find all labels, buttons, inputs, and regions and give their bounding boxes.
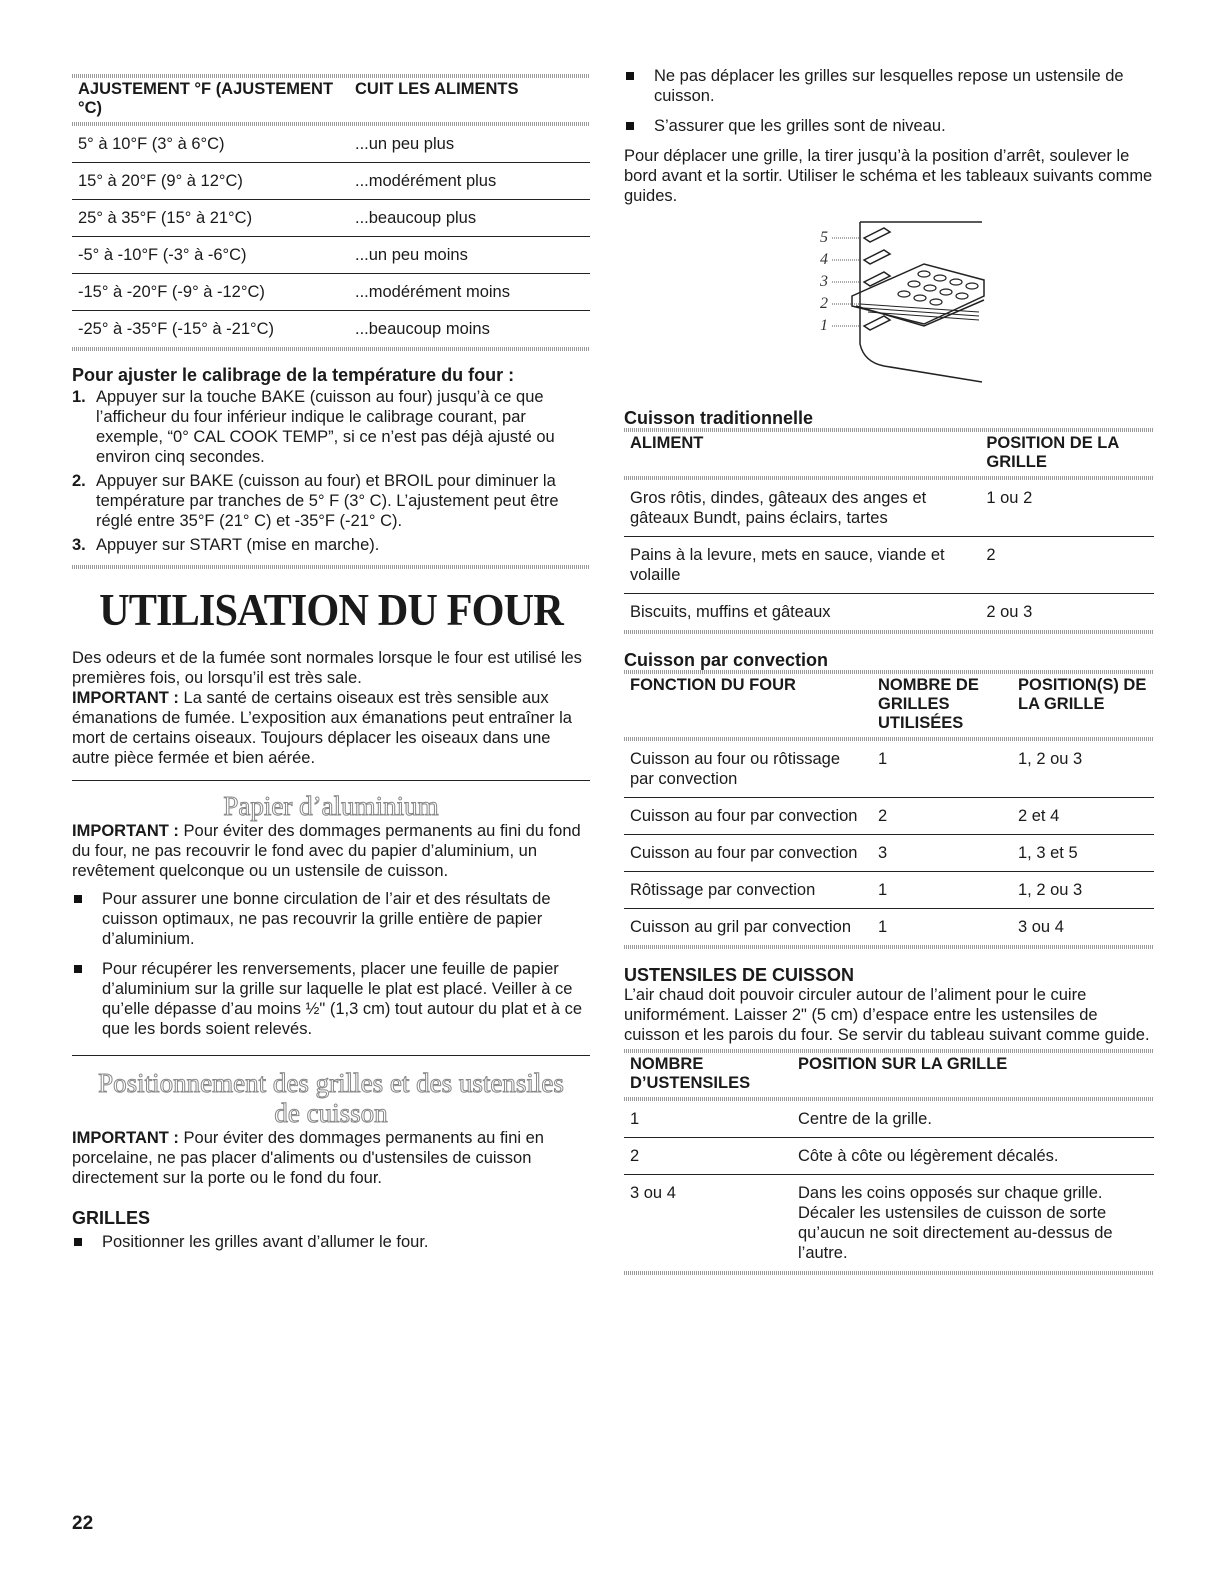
calibration-steps <box>72 387 590 555</box>
table-row: 5° à 10°F (3° à 6°C) ...un peu plus <box>72 126 590 163</box>
table-row: Pains à la levure, mets en sauce, viande et volaille 2 <box>624 537 1154 594</box>
list-item: 1. Appuyer sur la touche BAKE (cuisson au four) jusqu’à ce que l’afficheur du four inférieur indique le calibrage courant, par exemple, “0° CAL COOK TEMP”, si ce n’est pas déjà ajusté ou environ cinq secondes. <box>72 388 555 466</box>
column-header: CUIT LES ALIMENTS <box>355 80 519 98</box>
rack-label-4: 4 <box>820 251 828 268</box>
list-item: S’assurer que les grilles sont de niveau. <box>624 116 1154 136</box>
table-row: Gros rôtis, dindes, gâteaux des anges et gâteaux Bundt, pains éclairs, tartes 1 ou 2 <box>624 480 1154 537</box>
table-row: 3 ou 4 Dans les coins opposés sur chaque grille. Décaler les ustensiles de cuisson de sorte qu’aucun ne soit directement au-dessus de l’autre. <box>630 1184 1113 1262</box>
foil-title: Papier d’aluminium <box>223 791 439 821</box>
list-item: Pour récupérer les renversements, placer une feuille de papier d’aluminium sur la grille sur laquelle le plat est placé. Veiller à ce qu’elle dépasse d’au moins ½" (1,3 cm) tout autour du plat et à ce que les bords soient relevés. <box>72 959 590 1039</box>
column-header: FONCTION DU FOUR <box>630 676 796 694</box>
column-header: ALIMENT <box>630 434 704 452</box>
grilles-bullets <box>72 1232 590 1252</box>
list-item: Positionner les grilles avant d’allumer le four. <box>72 1232 590 1252</box>
table-row: -25° à -35°F (-15° à -21°C) ...beaucoup moins <box>78 320 490 338</box>
foil-bullets <box>72 889 590 1039</box>
table-row: -5° à -10°F (-3° à -6°C) ...un peu moins <box>72 237 590 274</box>
left-column <box>72 0 590 1262</box>
column-header: AJUSTEMENT °F (AJUSTEMENT °C) <box>78 80 334 117</box>
column-header: POSITION(S) DE LA GRILLE <box>1018 676 1147 713</box>
rack-label-5: 5 <box>820 229 828 246</box>
table-row: Cuisson au four par convection 3 1, 3 et 5 <box>624 835 1154 872</box>
grilles-bullets-cont <box>624 66 1154 136</box>
convection-heading: Cuisson par convection <box>624 650 829 670</box>
move-rack-text: Pour déplacer une grille, la tirer jusqu’à la position d’arrêt, soulever le bord avant et la sortir. Utiliser le schéma et les tableaux suivants comme guides. <box>624 147 1153 205</box>
table-row: Rôtissage par convection 1 1, 2 ou 3 <box>624 872 1154 909</box>
right-column <box>624 0 1154 1275</box>
table-row: 2 Côte à côte ou légèrement décalés. <box>624 1138 1154 1175</box>
table-row: Biscuits, muffins et gâteaux 2 ou 3 <box>630 603 1033 621</box>
intro-paragraph: Des odeurs et de la fumée sont normales lorsque le four est utilisé les premières fois, ou lorsqu’il est très sale. <box>72 649 582 687</box>
utensils-table <box>624 1053 1154 1271</box>
calibration-heading: Pour ajuster le calibrage de la température du four : <box>72 365 515 385</box>
convection-table <box>624 674 1154 945</box>
table-row: -15° à -20°F (-9° à -12°C) ...modérément moins <box>72 274 590 311</box>
grilles-heading: GRILLES <box>72 1208 151 1228</box>
page-number: 22 <box>72 1513 94 1534</box>
table-row: 25° à 35°F (15° à 21°C) ...beaucoup plus <box>72 200 590 237</box>
important-note: IMPORTANT : Pour éviter des dommages permanents au fini du fond du four, ne pas recouvrir le fond avec du papier d’aluminium, un revêtement quelconque ou un ustensile de cuisson. <box>72 822 581 880</box>
list-item: Ne pas déplacer les grilles sur lesquelles repose un ustensile de cuisson. <box>624 66 1154 106</box>
important-note: IMPORTANT : Pour éviter des dommages permanents au fini en porcelaine, ne pas placer d'aliments ou d'ustensiles de cuisson directement sur la porte ou le fond du four. <box>72 1129 544 1187</box>
rack-diagram <box>624 214 1154 394</box>
column-header: POSITION SUR LA GRILLE <box>798 1055 1008 1073</box>
table-row: 15° à 20°F (9° à 12°C) ...modérément plus <box>72 163 590 200</box>
important-note: IMPORTANT : La santé de certains oiseaux est très sensible aux émanations de fumée. L’exposition aux émanations peut entraîner la mort de certains oiseaux. Toujours déplacer les oiseaux dans une autre pièce fermée et bien aérée. <box>72 689 572 767</box>
rack-label-3: 3 <box>820 273 828 290</box>
traditional-heading: Cuisson traditionnelle <box>624 408 814 428</box>
section-title: UTILISATION DU FOUR <box>99 584 563 635</box>
list-item: 3. Appuyer sur START (mise en marche). <box>72 536 380 554</box>
positioning-title: Positionnement des grilles et des ustensiles de cuisson <box>98 1068 564 1128</box>
column-header: NOMBRE D’USTENSILES <box>630 1055 751 1092</box>
utensils-text: L’air chaud doit pouvoir circuler autour de l’aliment pour le cuire uniformément. Laisser 2" (5 cm) d’espace entre les ustensiles de cuisson et les parois du four. Se servir du tableau suivant comme guide. <box>624 986 1150 1044</box>
table-row: Cuisson au four ou rôtissage par convection 1 1, 2 ou 3 <box>624 741 1154 798</box>
table-row: Cuisson au four par convection 2 2 et 4 <box>624 798 1154 835</box>
list-item: 2. Appuyer sur BAKE (cuisson au four) et BROIL pour diminuer la température par tranches de 5° F (3° C). L’ajustement peut être réglé entre 35°F (21° C) et -35°F (-21° C). <box>72 472 559 530</box>
list-item: Pour assurer une bonne circulation de l’air et des résultats de cuisson optimaux, ne pas recouvrir la grille entière de papier d’aluminium. <box>72 889 590 949</box>
traditional-table <box>624 432 1154 630</box>
table-row: Cuisson au gril par convection 1 3 ou 4 <box>630 918 1064 936</box>
column-header: NOMBRE DE GRILLES UTILISÉES <box>878 676 979 732</box>
utensils-heading: USTENSILES DE CUISSON <box>624 965 855 985</box>
rack-label-2: 2 <box>820 295 828 312</box>
calibration-table <box>72 78 590 347</box>
table-row: 1 Centre de la grille. <box>624 1101 1154 1138</box>
column-header: POSITION DE LA GRILLE <box>986 434 1119 471</box>
rack-label-1: 1 <box>820 317 828 334</box>
